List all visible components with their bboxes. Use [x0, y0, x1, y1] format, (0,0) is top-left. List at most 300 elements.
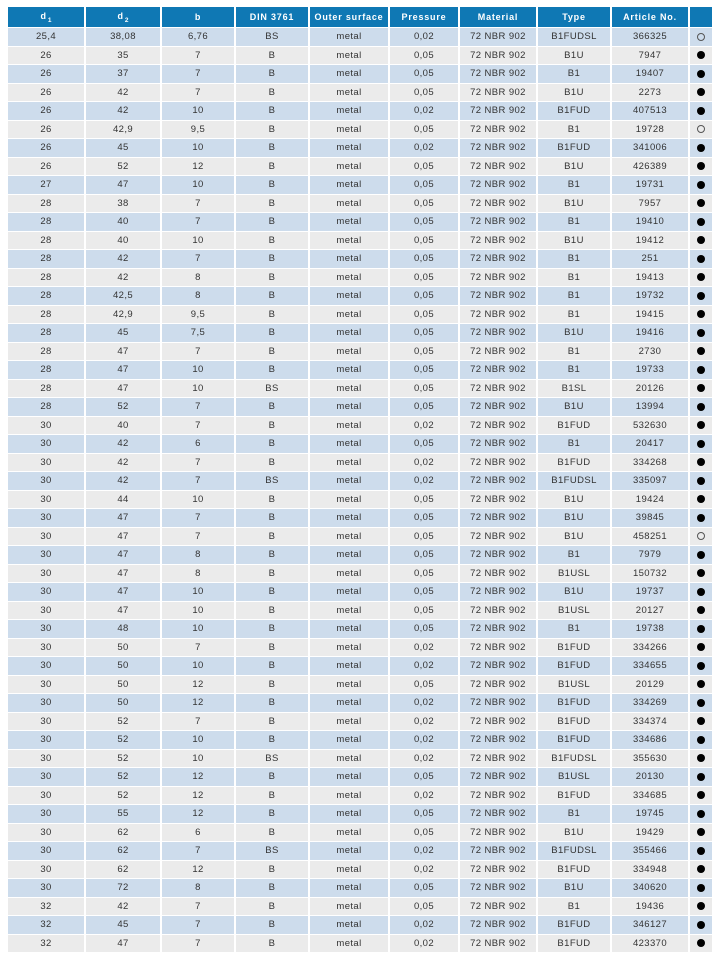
cell-material: 72 NBR 902 [460, 805, 536, 823]
cell-din_3761: BS [236, 28, 308, 46]
cell-type: B1U [538, 84, 610, 102]
table-row [8, 65, 712, 83]
cell-outer_surface: metal [310, 84, 388, 102]
cell-availability [690, 232, 712, 250]
cell-d2: 38,08 [86, 28, 160, 46]
cell-b: 10 [162, 491, 234, 509]
cell-pressure: 0,05 [390, 250, 458, 268]
cell-type: B1FUDSL [538, 28, 610, 46]
cell-d1: 32 [8, 898, 84, 916]
cell-type: B1FUD [538, 639, 610, 657]
filled-circle-icon [697, 310, 705, 318]
filled-circle-icon [697, 606, 705, 614]
filled-circle-icon [697, 736, 705, 744]
cell-din_3761: B [236, 583, 308, 601]
cell-material: 72 NBR 902 [460, 213, 536, 231]
cell-din_3761: B [236, 121, 308, 139]
cell-pressure: 0,05 [390, 898, 458, 916]
cell-article_no: 341006 [612, 139, 688, 157]
cell-d1: 25,4 [8, 28, 84, 46]
cell-pressure: 0,05 [390, 435, 458, 453]
cell-d1: 30 [8, 676, 84, 694]
cell-outer_surface: metal [310, 602, 388, 620]
cell-material: 72 NBR 902 [460, 602, 536, 620]
cell-article_no: 426389 [612, 158, 688, 176]
cell-type: B1FUD [538, 417, 610, 435]
cell-material: 72 NBR 902 [460, 583, 536, 601]
cell-pressure: 0,02 [390, 417, 458, 435]
filled-circle-icon [697, 884, 705, 892]
table-row [8, 805, 712, 823]
cell-b: 7 [162, 84, 234, 102]
cell-din_3761: B [236, 176, 308, 194]
cell-d1: 30 [8, 824, 84, 842]
cell-availability [690, 84, 712, 102]
cell-type: B1 [538, 269, 610, 287]
cell-type: B1U [538, 398, 610, 416]
cell-type: B1FUD [538, 657, 610, 675]
cell-din_3761: BS [236, 842, 308, 860]
table-row [8, 861, 712, 879]
cell-b: 7 [162, 250, 234, 268]
cell-b: 9,5 [162, 306, 234, 324]
cell-din_3761: B [236, 84, 308, 102]
cell-din_3761: B [236, 731, 308, 749]
cell-pressure: 0,05 [390, 565, 458, 583]
cell-d2: 50 [86, 676, 160, 694]
cell-b: 7 [162, 47, 234, 65]
filled-circle-icon [697, 828, 705, 836]
filled-circle-icon [697, 754, 705, 762]
cell-type: B1U [538, 47, 610, 65]
cell-pressure: 0,02 [390, 694, 458, 712]
cell-pressure: 0,02 [390, 28, 458, 46]
cell-d2: 62 [86, 842, 160, 860]
table-row [8, 620, 712, 638]
cell-material: 72 NBR 902 [460, 28, 536, 46]
cell-d1: 28 [8, 324, 84, 342]
col-header-label: Pressure [401, 12, 447, 22]
cell-d2: 44 [86, 491, 160, 509]
cell-outer_surface: metal [310, 805, 388, 823]
col-header-label: b [194, 12, 202, 22]
cell-pressure: 0,02 [390, 787, 458, 805]
cell-b: 7 [162, 213, 234, 231]
cell-availability [690, 787, 712, 805]
cell-d2: 35 [86, 47, 160, 65]
cell-din_3761: B [236, 676, 308, 694]
cell-type: B1 [538, 546, 610, 564]
cell-d1: 30 [8, 639, 84, 657]
cell-availability [690, 472, 712, 490]
cell-d2: 52 [86, 787, 160, 805]
cell-availability [690, 546, 712, 564]
cell-material: 72 NBR 902 [460, 491, 536, 509]
cell-availability [690, 879, 712, 897]
cell-d1: 30 [8, 491, 84, 509]
cell-material: 72 NBR 902 [460, 195, 536, 213]
cell-availability [690, 398, 712, 416]
col-header-label: Type [562, 12, 586, 22]
cell-d2: 52 [86, 750, 160, 768]
cell-article_no: 20129 [612, 676, 688, 694]
cell-d1: 28 [8, 269, 84, 287]
cell-type: B1U [538, 195, 610, 213]
cell-availability [690, 509, 712, 527]
filled-circle-icon [697, 199, 705, 207]
cell-din_3761: B [236, 269, 308, 287]
filled-circle-icon [697, 514, 705, 522]
cell-article_no: 19737 [612, 583, 688, 601]
cell-material: 72 NBR 902 [460, 657, 536, 675]
cell-material: 72 NBR 902 [460, 47, 536, 65]
cell-b: 10 [162, 657, 234, 675]
open-circle-icon [697, 532, 705, 540]
cell-availability [690, 28, 712, 46]
cell-article_no: 19733 [612, 361, 688, 379]
cell-material: 72 NBR 902 [460, 472, 536, 490]
table-row [8, 472, 712, 490]
cell-pressure: 0,02 [390, 750, 458, 768]
cell-pressure: 0,05 [390, 306, 458, 324]
cell-b: 10 [162, 583, 234, 601]
cell-outer_surface: metal [310, 454, 388, 472]
cell-d2: 47 [86, 528, 160, 546]
cell-availability [690, 842, 712, 860]
cell-outer_surface: metal [310, 916, 388, 934]
cell-availability [690, 565, 712, 583]
cell-din_3761: B [236, 306, 308, 324]
filled-circle-icon [697, 939, 705, 947]
cell-availability [690, 639, 712, 657]
cell-d1: 28 [8, 232, 84, 250]
cell-pressure: 0,05 [390, 213, 458, 231]
table-row [8, 176, 712, 194]
cell-b: 10 [162, 750, 234, 768]
cell-b: 12 [162, 676, 234, 694]
cell-b: 10 [162, 232, 234, 250]
cell-din_3761: B [236, 361, 308, 379]
filled-circle-icon [697, 162, 705, 170]
cell-d1: 28 [8, 343, 84, 361]
cell-article_no: 7947 [612, 47, 688, 65]
cell-outer_surface: metal [310, 121, 388, 139]
cell-din_3761: B [236, 879, 308, 897]
filled-circle-icon [697, 662, 705, 670]
table-row [8, 417, 712, 435]
product-table [6, 6, 714, 953]
filled-circle-icon [697, 107, 705, 115]
filled-circle-icon [697, 625, 705, 633]
cell-pressure: 0,05 [390, 269, 458, 287]
cell-d1: 28 [8, 398, 84, 416]
cell-d2: 37 [86, 65, 160, 83]
cell-b: 10 [162, 176, 234, 194]
table-row [8, 509, 712, 527]
cell-din_3761: B [236, 287, 308, 305]
cell-type: B1 [538, 620, 610, 638]
cell-b: 8 [162, 546, 234, 564]
cell-d2: 47 [86, 176, 160, 194]
cell-d1: 27 [8, 176, 84, 194]
filled-circle-icon [697, 421, 705, 429]
cell-b: 10 [162, 380, 234, 398]
cell-material: 72 NBR 902 [460, 694, 536, 712]
cell-availability [690, 731, 712, 749]
table-row [8, 824, 712, 842]
cell-pressure: 0,05 [390, 768, 458, 786]
col-header-type [538, 7, 610, 27]
cell-availability [690, 676, 712, 694]
cell-d1: 28 [8, 287, 84, 305]
cell-outer_surface: metal [310, 935, 388, 953]
cell-outer_surface: metal [310, 842, 388, 860]
table-row [8, 750, 712, 768]
cell-d1: 30 [8, 546, 84, 564]
cell-article_no: 19738 [612, 620, 688, 638]
col-header-subscript: 2 [124, 16, 129, 24]
col-header-outer-surface [310, 7, 388, 27]
filled-circle-icon [697, 495, 705, 503]
cell-pressure: 0,05 [390, 47, 458, 65]
cell-availability [690, 417, 712, 435]
cell-d1: 28 [8, 306, 84, 324]
cell-article_no: 19436 [612, 898, 688, 916]
cell-pressure: 0,05 [390, 805, 458, 823]
cell-b: 10 [162, 602, 234, 620]
cell-availability [690, 306, 712, 324]
cell-outer_surface: metal [310, 528, 388, 546]
cell-d2: 45 [86, 139, 160, 157]
filled-circle-icon [697, 440, 705, 448]
filled-circle-icon [697, 458, 705, 466]
cell-material: 72 NBR 902 [460, 176, 536, 194]
cell-pressure: 0,05 [390, 546, 458, 564]
cell-outer_surface: metal [310, 65, 388, 83]
cell-d2: 47 [86, 380, 160, 398]
filled-circle-icon [697, 921, 705, 929]
cell-b: 7 [162, 713, 234, 731]
table-row [8, 546, 712, 564]
cell-material: 72 NBR 902 [460, 731, 536, 749]
filled-circle-icon [697, 144, 705, 152]
cell-pressure: 0,05 [390, 879, 458, 897]
cell-din_3761: BS [236, 472, 308, 490]
cell-outer_surface: metal [310, 343, 388, 361]
filled-circle-icon [697, 810, 705, 818]
cell-pressure: 0,02 [390, 102, 458, 120]
cell-type: B1 [538, 176, 610, 194]
cell-d2: 42 [86, 102, 160, 120]
filled-circle-icon [697, 347, 705, 355]
cell-d2: 55 [86, 805, 160, 823]
open-circle-icon [697, 33, 705, 41]
cell-type: B1U [538, 232, 610, 250]
cell-material: 72 NBR 902 [460, 879, 536, 897]
cell-d2: 72 [86, 879, 160, 897]
cell-d1: 30 [8, 750, 84, 768]
cell-type: B1 [538, 805, 610, 823]
col-header-label: d [117, 10, 124, 21]
cell-material: 72 NBR 902 [460, 269, 536, 287]
cell-material: 72 NBR 902 [460, 84, 536, 102]
cell-article_no: 20127 [612, 602, 688, 620]
filled-circle-icon [697, 717, 705, 725]
cell-b: 7 [162, 472, 234, 490]
table-row [8, 47, 712, 65]
cell-pressure: 0,02 [390, 935, 458, 953]
cell-material: 72 NBR 902 [460, 306, 536, 324]
cell-article_no: 355630 [612, 750, 688, 768]
cell-article_no: 19429 [612, 824, 688, 842]
table-row [8, 287, 712, 305]
cell-d1: 26 [8, 84, 84, 102]
filled-circle-icon [697, 88, 705, 96]
cell-outer_surface: metal [310, 824, 388, 842]
cell-d2: 42 [86, 454, 160, 472]
cell-din_3761: B [236, 139, 308, 157]
cell-d2: 47 [86, 546, 160, 564]
col-header-b [162, 7, 234, 27]
col-header-label: Outer surface [314, 12, 384, 22]
cell-d1: 30 [8, 731, 84, 749]
cell-article_no: 334269 [612, 694, 688, 712]
cell-article_no: 407513 [612, 102, 688, 120]
cell-outer_surface: metal [310, 213, 388, 231]
cell-d2: 50 [86, 639, 160, 657]
cell-pressure: 0,05 [390, 361, 458, 379]
cell-pressure: 0,02 [390, 916, 458, 934]
cell-availability [690, 269, 712, 287]
cell-d1: 26 [8, 121, 84, 139]
cell-article_no: 423370 [612, 935, 688, 953]
cell-availability [690, 250, 712, 268]
cell-material: 72 NBR 902 [460, 898, 536, 916]
table-row [8, 380, 712, 398]
cell-material: 72 NBR 902 [460, 398, 536, 416]
cell-article_no: 19412 [612, 232, 688, 250]
cell-availability [690, 657, 712, 675]
cell-outer_surface: metal [310, 676, 388, 694]
cell-b: 7 [162, 195, 234, 213]
cell-material: 72 NBR 902 [460, 380, 536, 398]
cell-material: 72 NBR 902 [460, 287, 536, 305]
filled-circle-icon [697, 273, 705, 281]
col-header-d1 [8, 7, 84, 27]
cell-availability [690, 602, 712, 620]
cell-b: 12 [162, 694, 234, 712]
cell-d1: 26 [8, 102, 84, 120]
cell-pressure: 0,05 [390, 65, 458, 83]
cell-outer_surface: metal [310, 787, 388, 805]
cell-availability [690, 898, 712, 916]
table-row [8, 306, 712, 324]
cell-outer_surface: metal [310, 435, 388, 453]
filled-circle-icon [697, 70, 705, 78]
table-row [8, 528, 712, 546]
table-row [8, 713, 712, 731]
cell-type: B1FUD [538, 454, 610, 472]
filled-circle-icon [697, 236, 705, 244]
cell-article_no: 334374 [612, 713, 688, 731]
cell-availability [690, 324, 712, 342]
cell-availability [690, 121, 712, 139]
cell-article_no: 19416 [612, 324, 688, 342]
cell-pressure: 0,05 [390, 343, 458, 361]
cell-d2: 62 [86, 861, 160, 879]
cell-outer_surface: metal [310, 398, 388, 416]
cell-outer_surface: metal [310, 731, 388, 749]
cell-din_3761: B [236, 565, 308, 583]
table-row [8, 324, 712, 342]
cell-din_3761: B [236, 417, 308, 435]
table-row [8, 898, 712, 916]
cell-type: B1 [538, 287, 610, 305]
cell-b: 12 [162, 158, 234, 176]
filled-circle-icon [697, 773, 705, 781]
cell-b: 7 [162, 528, 234, 546]
cell-b: 10 [162, 102, 234, 120]
cell-availability [690, 620, 712, 638]
cell-material: 72 NBR 902 [460, 676, 536, 694]
cell-d2: 50 [86, 694, 160, 712]
cell-article_no: 20130 [612, 768, 688, 786]
cell-outer_surface: metal [310, 306, 388, 324]
cell-material: 72 NBR 902 [460, 65, 536, 83]
cell-b: 12 [162, 805, 234, 823]
cell-din_3761: B [236, 805, 308, 823]
table-row [8, 84, 712, 102]
cell-pressure: 0,05 [390, 583, 458, 601]
cell-material: 72 NBR 902 [460, 102, 536, 120]
cell-availability [690, 380, 712, 398]
cell-article_no: 19413 [612, 269, 688, 287]
cell-material: 72 NBR 902 [460, 343, 536, 361]
cell-b: 7,5 [162, 324, 234, 342]
cell-article_no: 20126 [612, 380, 688, 398]
cell-type: B1FUD [538, 102, 610, 120]
filled-circle-icon [697, 403, 705, 411]
cell-d1: 32 [8, 916, 84, 934]
cell-article_no: 19407 [612, 65, 688, 83]
cell-material: 72 NBR 902 [460, 842, 536, 860]
cell-type: B1FUDSL [538, 472, 610, 490]
cell-pressure: 0,05 [390, 176, 458, 194]
cell-material: 72 NBR 902 [460, 361, 536, 379]
cell-outer_surface: metal [310, 158, 388, 176]
cell-type: B1 [538, 121, 610, 139]
cell-d2: 52 [86, 713, 160, 731]
filled-circle-icon [697, 255, 705, 263]
cell-availability [690, 528, 712, 546]
cell-din_3761: B [236, 620, 308, 638]
cell-d2: 52 [86, 768, 160, 786]
col-header-d2 [86, 7, 160, 27]
cell-outer_surface: metal [310, 491, 388, 509]
filled-circle-icon [697, 865, 705, 873]
cell-availability [690, 343, 712, 361]
cell-d2: 47 [86, 509, 160, 527]
cell-article_no: 39845 [612, 509, 688, 527]
cell-din_3761: BS [236, 750, 308, 768]
cell-material: 72 NBR 902 [460, 509, 536, 527]
filled-circle-icon [697, 218, 705, 226]
cell-outer_surface: metal [310, 47, 388, 65]
cell-d1: 30 [8, 713, 84, 731]
filled-circle-icon [697, 699, 705, 707]
cell-type: B1FUD [538, 731, 610, 749]
table-row [8, 935, 712, 953]
